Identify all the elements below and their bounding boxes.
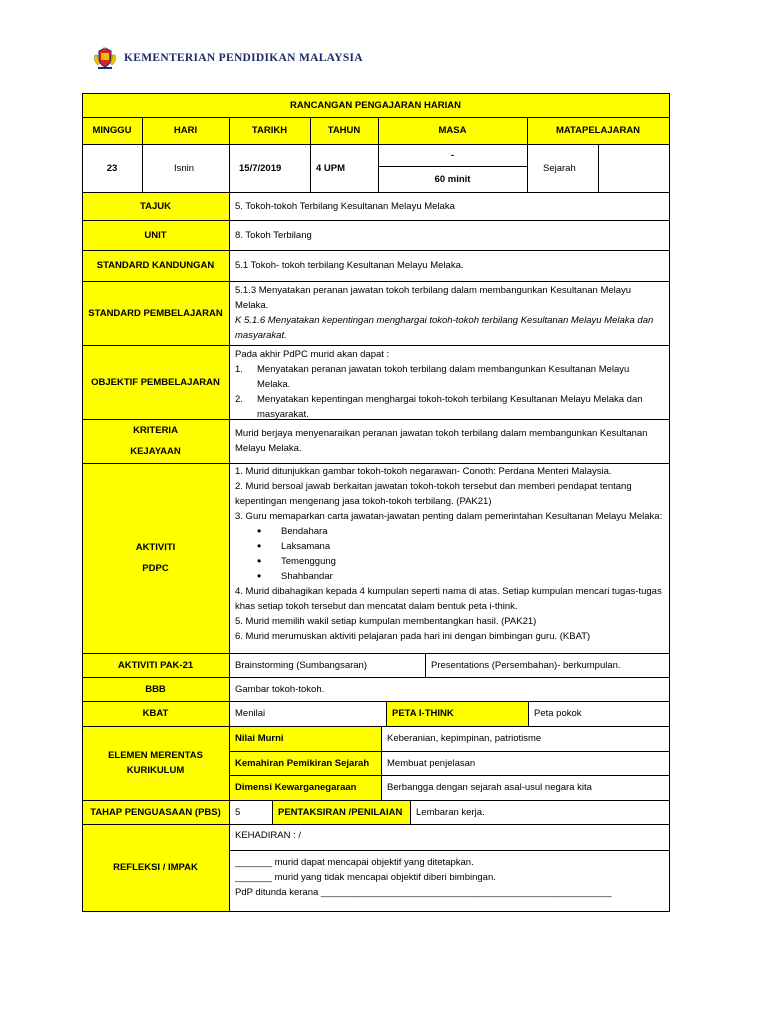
kriteria-value: Murid berjaya menyenaraikan peranan jawatan tokoh terbilang dalam membangunkan Kesultanan Melayu Melaka. [235,428,648,454]
standard-pembelajaran-label: STANDARD PEMBELAJARAN [82,281,229,345]
kemahiran-label: Kemahiran Pemikiran Sejarah [229,751,381,775]
bullet-bendahara: • Bendahara [235,524,663,539]
peta-ithink-label: PETA I-THINK [386,701,528,726]
header-tarikh: TARIKH [229,117,310,144]
standard-pembelajaran-content [229,281,669,345]
refleksi-line-2: _______ murid yang tidak mencapai objektif diberi bimbingan. [235,872,496,883]
pak21-value-1: Brainstorming (Sumbangsaran) [235,659,368,671]
objektif-item-1: 1. Menyatakan peranan jawatan tokoh terbilang dalam membangunkan Kesultanan Melayu Melaka. [235,364,630,390]
aktiviti-content [229,463,669,653]
bbb-value: Gambar tokoh-tokoh. [235,683,325,695]
nilai-murni-value: Keberanian, kepimpinan, patriotisme [387,733,542,744]
pentaksiran-label: PENTAKSIRAN /PENILAIAN [272,800,410,824]
bullet-temenggung: • Temenggung [235,554,663,569]
minggu-value: 23 [106,162,118,174]
kbat-label: KBAT [82,701,229,726]
refleksi-line-1: _______ murid dapat mencapai objektif yang ditetapkan. [235,857,474,868]
header-matapelajaran: MATAPELAJARAN [527,117,669,144]
tahun-value: 4 UPM [316,162,346,174]
objektif-content [229,345,669,419]
sp-line-1: 5.1.3 Menyatakan peranan jawatan tokoh terbilang dalam membangunkan Kesultanan Melayu Melaka. [235,285,632,311]
kriteria-label: KRITERIA KEJAYAAN [82,419,229,463]
pentaksiran-value: Lembaran kerja. [416,806,485,818]
refleksi-content [229,850,669,911]
kbat-value: Menilai [235,708,266,719]
tajuk-value: 5. Tokoh-tokoh Terbilang Kesultanan Melayu Melaka [235,200,455,212]
tajuk-label: TAJUK [82,192,229,220]
standard-kandungan-label: STANDARD KANDUNGAN [82,250,229,281]
unit-label: UNIT [82,220,229,250]
masa-duration: 60 minit [434,173,471,185]
bullet-laksamana: • Laksamana [235,539,663,554]
ministry-header [92,44,363,72]
refleksi-line-3: PdP ditunda kerana _______________________________________________________ [235,887,612,898]
objektif-item-2: 2. Menyatakan kepentingan menghargai tokoh-tokoh terbilang Kesultanan Melayu Melaka dan masyarakat. [235,394,643,419]
ministry-name: KEMENTERIAN PENDIDIKAN MALAYSIA [124,52,363,64]
aktiviti-step-2: 2. Murid bersoal jawab berkaitan jawatan tokoh-tokoh tersebut dan memberi pendapat tentang kepentingan mengenang jasa tokoh-tokoh terbilang. (PAK21) [235,481,632,507]
header-tahun: TAHUN [310,117,378,144]
kemahiran-value: Membuat penjelasan [387,757,476,769]
pak21-label: AKTIVITI PAK-21 [82,653,229,677]
tahap-label: TAHAP PENGUASAAN (PBS) [82,800,229,824]
header-minggu: MINGGU [82,117,142,144]
aktiviti-label: AKTIVITI PDPC [82,463,229,653]
aktiviti-step-3: 3. Guru memaparkan carta jawatan-jawatan penting dalam pemerintahan Kesultanan Melayu Melaka: [235,511,663,522]
tahap-value: 5 [235,806,241,818]
objektif-label: OBJEKTIF PEMBELAJARAN [82,345,229,419]
objektif-intro: Pada akhir PdPC murid akan dapat : [235,349,390,360]
aktiviti-step-1: 1. Murid ditunjukkan gambar tokoh-tokoh negarawan- Conoth: Perdana Menteri Malaysia. [235,466,612,477]
bullet-shahbandar: • Shahbandar [235,569,663,584]
aktiviti-step-5: 5. Murid memilih wakil setiap kumpulan membentangkan hasil. (PAK21) [235,616,537,627]
nilai-murni-label: Nilai Murni [229,726,381,751]
aktiviti-step-4: 4. Murid dibahagikan kepada 4 kumpulan seperti nama di atas. Setiap kumpulan mencari tugas-tugas khas setiap tokoh tersebut dan mencatat dalam bentuk peta i-think. [235,586,662,612]
masa-start: - [450,149,455,161]
elemen-label: ELEMEN MERENTAS KURIKULUM [82,726,229,800]
header-masa: MASA [378,117,527,144]
kehadiran-row: KEHADIRAN : / [235,830,301,841]
hari-value: Isnin [174,162,195,174]
form-title: RANCANGAN PENGAJARAN HARIAN [82,93,669,117]
header-hari: HARI [142,117,229,144]
dimensi-value: Berbangga dengan sejarah asal-usul negara kita [387,782,592,793]
coat-of-arms-icon [92,45,118,71]
peta-ithink-value: Peta pokok [534,708,582,719]
pak21-value-2: Presentations (Persembahan)- berkumpulan. [431,659,621,671]
matapelajaran-value: Sejarah [543,162,576,174]
bbb-label: BBB [82,677,229,701]
sp-line-2: K 5.1.6 Menyatakan kepentingan menghargai tokoh-tokoh terbilang Kesultanan Melayu Melaka dan masyarakat. [235,315,654,341]
dimensi-label: Dimensi Kewarganegaraan [229,775,381,800]
unit-value: 8. Tokoh Terbilang [235,229,312,241]
tarikh-value: 15/7/2019 [239,162,282,174]
aktiviti-step-6: 6. Murid merumuskan aktiviti pelajaran pada hari ini dengan bimbingan guru. (KBAT) [235,631,591,642]
standard-kandungan-value: 5.1 Tokoh- tokoh terbilang Kesultanan Melayu Melaka. [235,260,464,271]
refleksi-label: REFLEKSI / IMPAK [82,824,229,911]
